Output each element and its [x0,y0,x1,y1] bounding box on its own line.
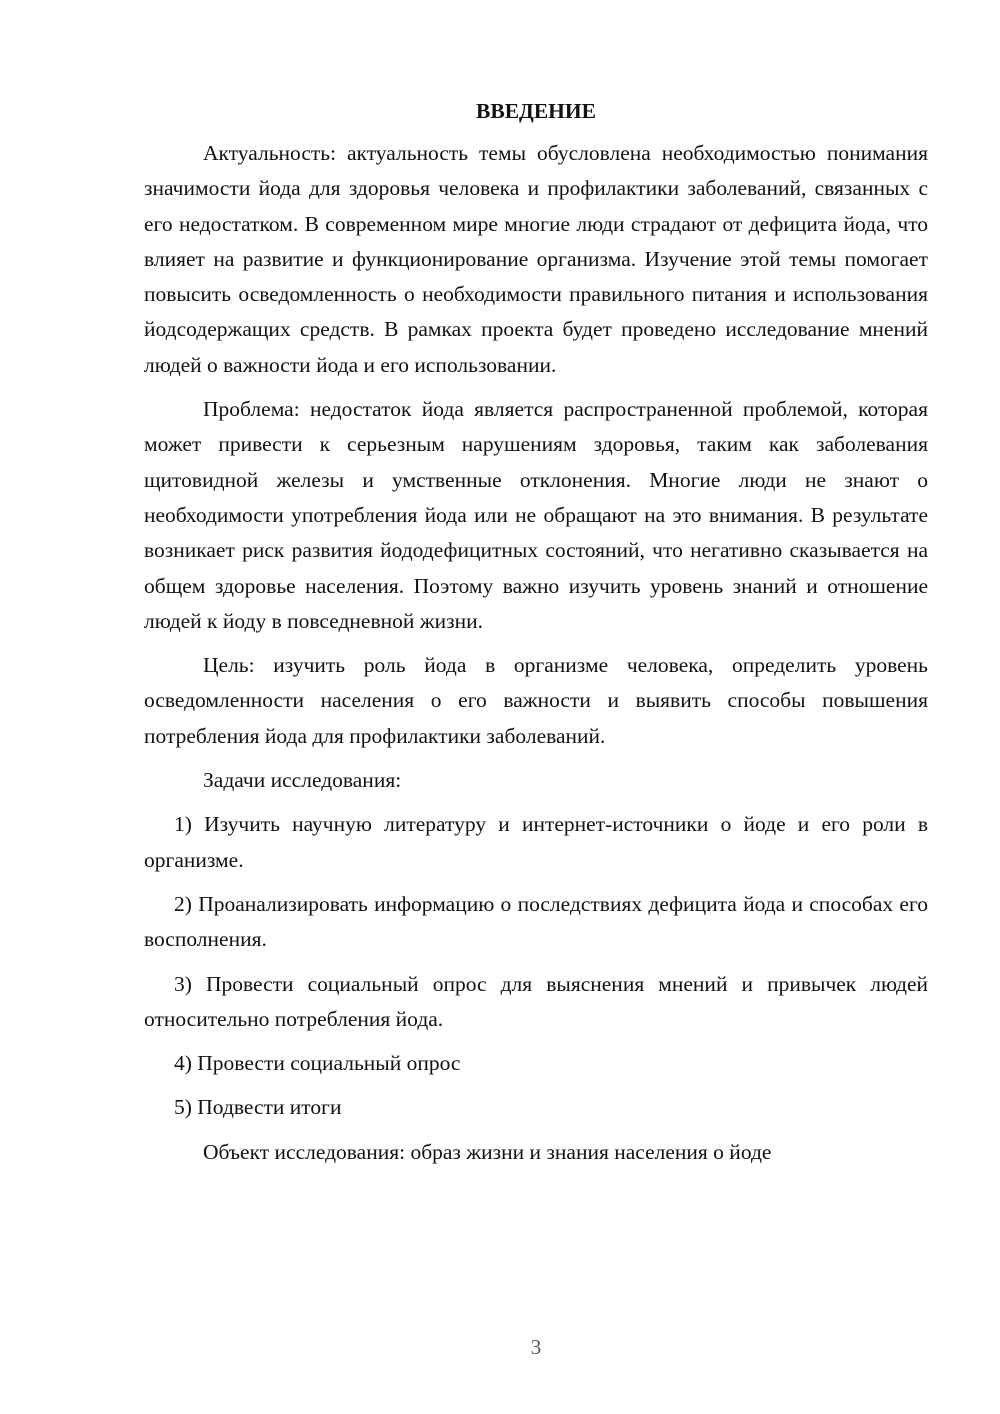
tasks-list [144,807,928,1125]
goal-paragraph: Цель: изучить роль йода в организме человека, определить уровень осведомленности населения о его важности и выявить способы повышения потребления йода для профилактики заболеваний. [144,653,928,748]
list-item: 4) Провести социальный опрос [174,1051,461,1076]
page-content [144,96,928,1179]
list-item: 1) Изучить научную литературу и интернет-источники о йоде и его роли в организме. [144,812,928,872]
tasks-heading: Задачи исследования: [203,768,402,793]
page-title: ВВЕДЕНИЕ [476,99,596,123]
list-item: 5) Подвести итоги [174,1095,342,1120]
relevance-paragraph: Актуальность: актуальность темы обусловлена необходимостью понимания значимости йода для здоровья человека и профилактики заболеваний, связанных с его недостатком. В современном мире многие люди страдают от дефицита йода, что влияет на развитие и функционирование организма. Изучение этой темы помогает повысить осведомленность о необходимости правильного питания и использования йодсодержащих средств. В рамках проекта будет проведено исследование мнений людей о важности йода и его использовании. [144,141,928,377]
list-item: 2) Проанализировать информацию о последствиях дефицита йода и способах его восполнения. [144,891,928,952]
problem-paragraph: Проблема: недостаток йода является распространенной проблемой, которая может привести к серьезным нарушениям здоровья, таким как заболевания щитовидной железы и умственные отклонения. Многие люди не знают о необходимости употребления йода или не обращают на это внимания. В результате возникает риск развития йододефицитных состояний, что негативно сказывается на общем здоровье населения. Поэтому важно изучить уровень знаний и отношение людей к йоду в повседневной жизни. [144,397,928,633]
page-number: 3 [530,1335,542,1359]
list-item: 3) Провести социальный опрос для выяснения мнений и привычек людей относительно потребления йода. [144,971,928,1031]
object-paragraph: Объект исследования: образ жизни и знания населения о йоде [203,1139,772,1164]
